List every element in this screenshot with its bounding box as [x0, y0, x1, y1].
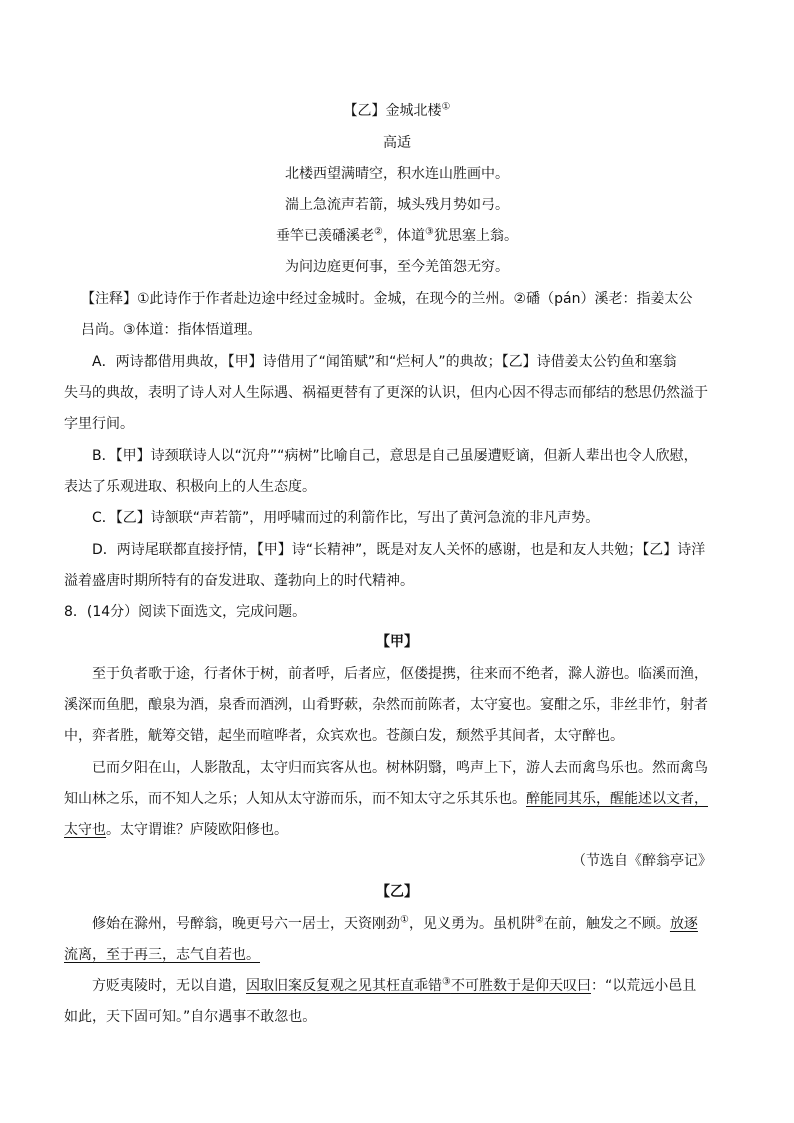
- underlined-sentence: 醉能同其乐，醒能述以文者，: [526, 791, 708, 807]
- option-b: B．【甲】诗颈联诗人以“沉舟”“病树”比喻自己，意思是自己虽屡遭贬谪，但新人辈出也令人欣慰，: [92, 448, 698, 464]
- passage-line: [64, 820, 288, 840]
- underlined-sentence: [246, 978, 591, 994]
- passage-text: 知山林之乐，而不知人之乐；人知从太守游而乐，而不知太守之乐其乐也。: [64, 791, 526, 807]
- passage-line: [64, 945, 260, 965]
- passage-text: 方贬夷陵时，无以自遣，: [92, 978, 246, 994]
- option-b-cont: 表达了乐观进取、积极向上的人生态度。: [64, 479, 316, 495]
- poem-line: 为问边庭更何事，至今羌笛怨无穷。: [285, 259, 509, 275]
- passage-text: ，见义勇为。虽机阱: [408, 916, 535, 932]
- underlined-sentence: 放逐: [669, 916, 698, 932]
- annotation-line: 吕尚。③体道：指体悟道理。: [81, 322, 262, 338]
- poem-line-text: ，体道: [383, 228, 425, 244]
- underlined-text: 不可胜数于是仰天叹曰: [450, 978, 591, 994]
- passage-line: 至于负者歌于途，行者休于树，前者呼，后者应，伛偻提携，往来而不绝者，滁人游也。临溪而渔，: [92, 666, 708, 682]
- poem-author: 高适: [383, 135, 411, 151]
- underlined-sentence: 太守也: [64, 822, 106, 838]
- passage-text: 修始在滁州，号醉翁，晚更号六一居士，天资刚劲: [92, 916, 400, 932]
- section-label-yi: 【乙】: [376, 884, 418, 900]
- passage-line: 中，弈者胜，觥筹交错，起坐而喧哗者，众宾欢也。苍颜白发，颓然乎其间者，太守醉也。: [64, 728, 624, 744]
- underlined-sentence: 流离，至于再三，志气自若也。: [64, 947, 260, 963]
- footnote-marker: ①: [441, 101, 451, 113]
- poem-line-text: 犹思塞上翁。: [433, 228, 518, 244]
- footnote-marker: ③: [442, 976, 451, 988]
- passage-line: 溪深而鱼肥，酿泉为酒，泉香而酒洌，山肴野蔌，杂然而前陈者，太守宴也。宴酣之乐，非丝非竹，射者: [64, 697, 708, 713]
- passage-line: [92, 914, 698, 934]
- passage-text: ：“以荒远小邑且: [590, 978, 697, 994]
- option-d: D．两诗尾联都直接抒情，【甲】诗“长精神”，既是对友人关怀的感谢，也是和友人共勉；【乙】诗洋: [92, 542, 706, 558]
- annotation-line: 【注释】①此诗作于作者赴边途中经过金城时。金城，在现今的兰州。②磻（pán）溪老：指姜太公: [81, 291, 693, 307]
- passage-line: [64, 789, 708, 809]
- source-citation: （节选自《醉翁亭记》: [572, 853, 712, 869]
- underlined-text: 因取旧案反复观之见其枉直乖错: [246, 978, 442, 994]
- poem-line: 湍上急流声若箭，城头残月势如弓。: [285, 197, 509, 213]
- passage-text: 。太守谓谁？庐陵欧阳修也。: [106, 822, 288, 838]
- passage-line: [92, 976, 696, 996]
- poem-title: [0, 101, 794, 121]
- option-c: C．【乙】诗颔联“声若箭”，用呼啸而过的利箭作比，写出了黄河急流的非凡声势。: [92, 510, 600, 526]
- poem-line: 北楼西望满晴空，积水连山胜画中。: [285, 166, 509, 182]
- poem-title-text: 【乙】金城北楼: [343, 103, 442, 119]
- option-d-cont: 溢着盛唐时期所特有的奋发进取、蓬勃向上的时代精神。: [64, 573, 414, 589]
- section-label-jia: 【甲】: [376, 634, 418, 650]
- footnote-marker: ①: [400, 914, 409, 926]
- poem-line: [0, 226, 794, 246]
- passage-line: 已而夕阳在山，人影散乱，太守归而宾客从也。树林阴翳，鸣声上下，游人去而禽鸟乐也。然而禽鸟: [92, 760, 708, 776]
- question-heading: 8．(14分）阅读下面选文，完成问题。: [64, 604, 307, 620]
- option-a-cont: 字里行间。: [64, 416, 134, 432]
- passage-text: 在前，触发之不顾。: [543, 916, 670, 932]
- footnote-marker: ②: [534, 914, 544, 926]
- option-a-cont: 失马的典故，表明了诗人对人生际遇、祸福更替有了更深的认识，但内心因不得志而郁结的愁思仍然溢于: [64, 385, 708, 401]
- passage-line: 如此，天下固可知。”自尔遇事不敢忽也。: [64, 1009, 317, 1025]
- footnote-marker: ②: [374, 226, 383, 238]
- poem-line-text: 垂竿已羡磻溪老: [276, 228, 375, 244]
- option-a: A．两诗都借用典故，【甲】诗借用了“闻笛赋”和“烂柯人”的典故；【乙】诗借姜太公钓鱼和塞翁: [92, 354, 677, 370]
- footnote-marker: ③: [425, 226, 434, 238]
